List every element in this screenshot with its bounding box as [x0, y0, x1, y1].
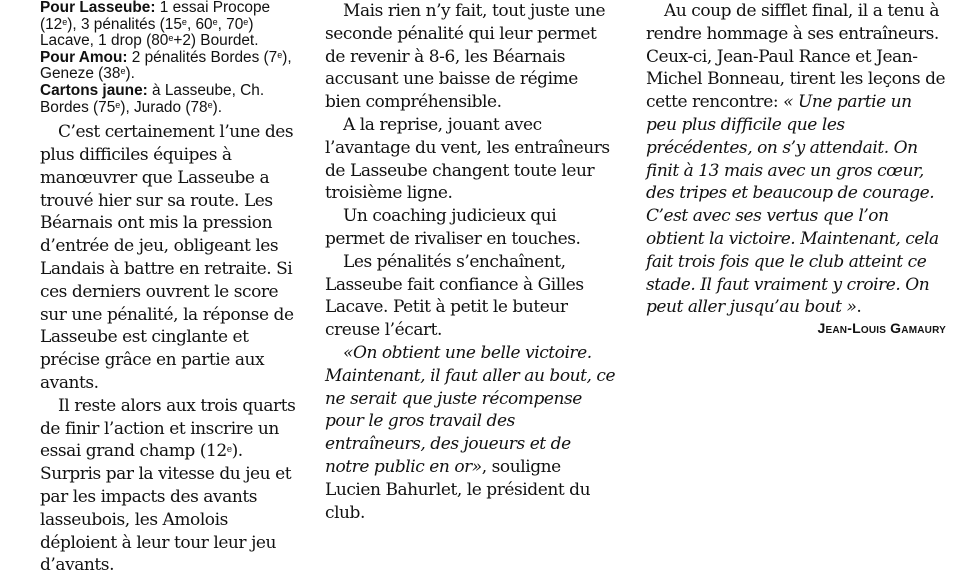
scoring-amou: Pour Amou: 2 pénalités Bordes (7e), Geneze (38e).: [40, 48, 292, 83]
article-paragraph-3: Mais rien n’y fait, tout juste une seconde pénalité qui leur permet de revenir à 8-6, les Béarnais accusant une baisse de régime bien compréhensible.: [325, 1, 606, 113]
article-paragraph-8: Au coup de sifflet final, il a tenu à rendre hommage à ses entraîneurs. Ceux-ci, Jean-Paul Rance et Jean-Michel Bonneau, tirent les leçons de cette rencontre: « Une partie un peu plus difficile que les précédentes, on s’y attendait. On finit à 13 mais avec un gros cœur, des tripes et beaucoup de courage. C’est avec ses vertus que l’on obtient la victoire. Maintenant, cela fait trois fois que le club atteint ce stade. Il faut vraiment y croire. On peut aller jusqu’au bout ».: [646, 1, 946, 318]
column-1: [40, 0, 302, 577]
scoring-team-label: Pour Lasseube:: [40, 0, 156, 16]
article-paragraph-4: A la reprise, jouant avec l’avantage du vent, les entraîneurs de Lasseube changent toute leur troisième ligne.: [325, 114, 610, 204]
coaches-quote: « Une partie un peu plus difficile que les précédentes, on s’y attendait. On finit à 13 mais avec un gros cœur, des tripes et beaucoup de courage. C’est avec ses vertus que l’on obtient la victoire. Maintenant, cela fait trois fois que le club atteint ce stade. Il faut vraiment y croire. On peut aller jusqu’au bout »: [646, 92, 939, 318]
article-paragraph-7: «On obtient une belle victoire. Maintenant, il faut aller au bout, ce ne serait que juste récompense pour le gros travail des entraîneurs, des joueurs et de notre public en or», souligne Lucien Bahurlet, le président du club.: [325, 342, 616, 523]
author-signature: Jean-Louis Gamaury: [817, 320, 946, 337]
column-2: [325, 0, 617, 524]
article-paragraph-1: C’est certainement l’une des plus difficiles équipes à manœuvrer que Lasseube a trouvé hier sur sa route. Les Béarnais ont mis la pression d’entrée de jeu, obligeant les Landais à battre en retraite. Si ces derniers ouvrent le score sur une pénalité, la réponse de Lasseube est cinglante et précise grâce en partie aux avants.: [40, 122, 294, 393]
scoring-cards-label: Cartons jaune:: [40, 81, 148, 99]
scoring-cards: Cartons jaune: à Lasseube, Ch. Bordes (75e), Jurado (78e).: [40, 81, 265, 116]
article-paragraph-6: Les pénalités s’enchaînent, Lasseube fait confiance à Gilles Lacave. Petit à petit le buteur creuse l’écart.: [325, 251, 584, 341]
article-paragraph-5: Un coaching judicieux qui permet de rivaliser en touches.: [325, 206, 581, 249]
scoring-team-label: Pour Amou:: [40, 48, 128, 66]
scoring-lasseube: Pour Lasseube: 1 essai Procope (12e), 3 pénalités (15e, 60e, 70e) Lacave, 1 drop $(80^e+2)$ Bourdet.: [40, 0, 271, 50]
article-paragraph-2-start: Il reste alors aux trois quarts de finir l’action et inscrire un essai grand champ (12e). Surpris par la vitesse du jeu et par les impacts des avants lasseubois, les Amolois déploient à leur tour leur jeu d’avants.: [40, 395, 296, 576]
president-quote: «On obtient une belle victoire. Maintenant, il faut aller au bout, ce ne serait que juste récompense pour le gros travail des entraîneurs, des joueurs et de notre public en or»: [325, 342, 616, 477]
column-3: [646, 0, 946, 337]
